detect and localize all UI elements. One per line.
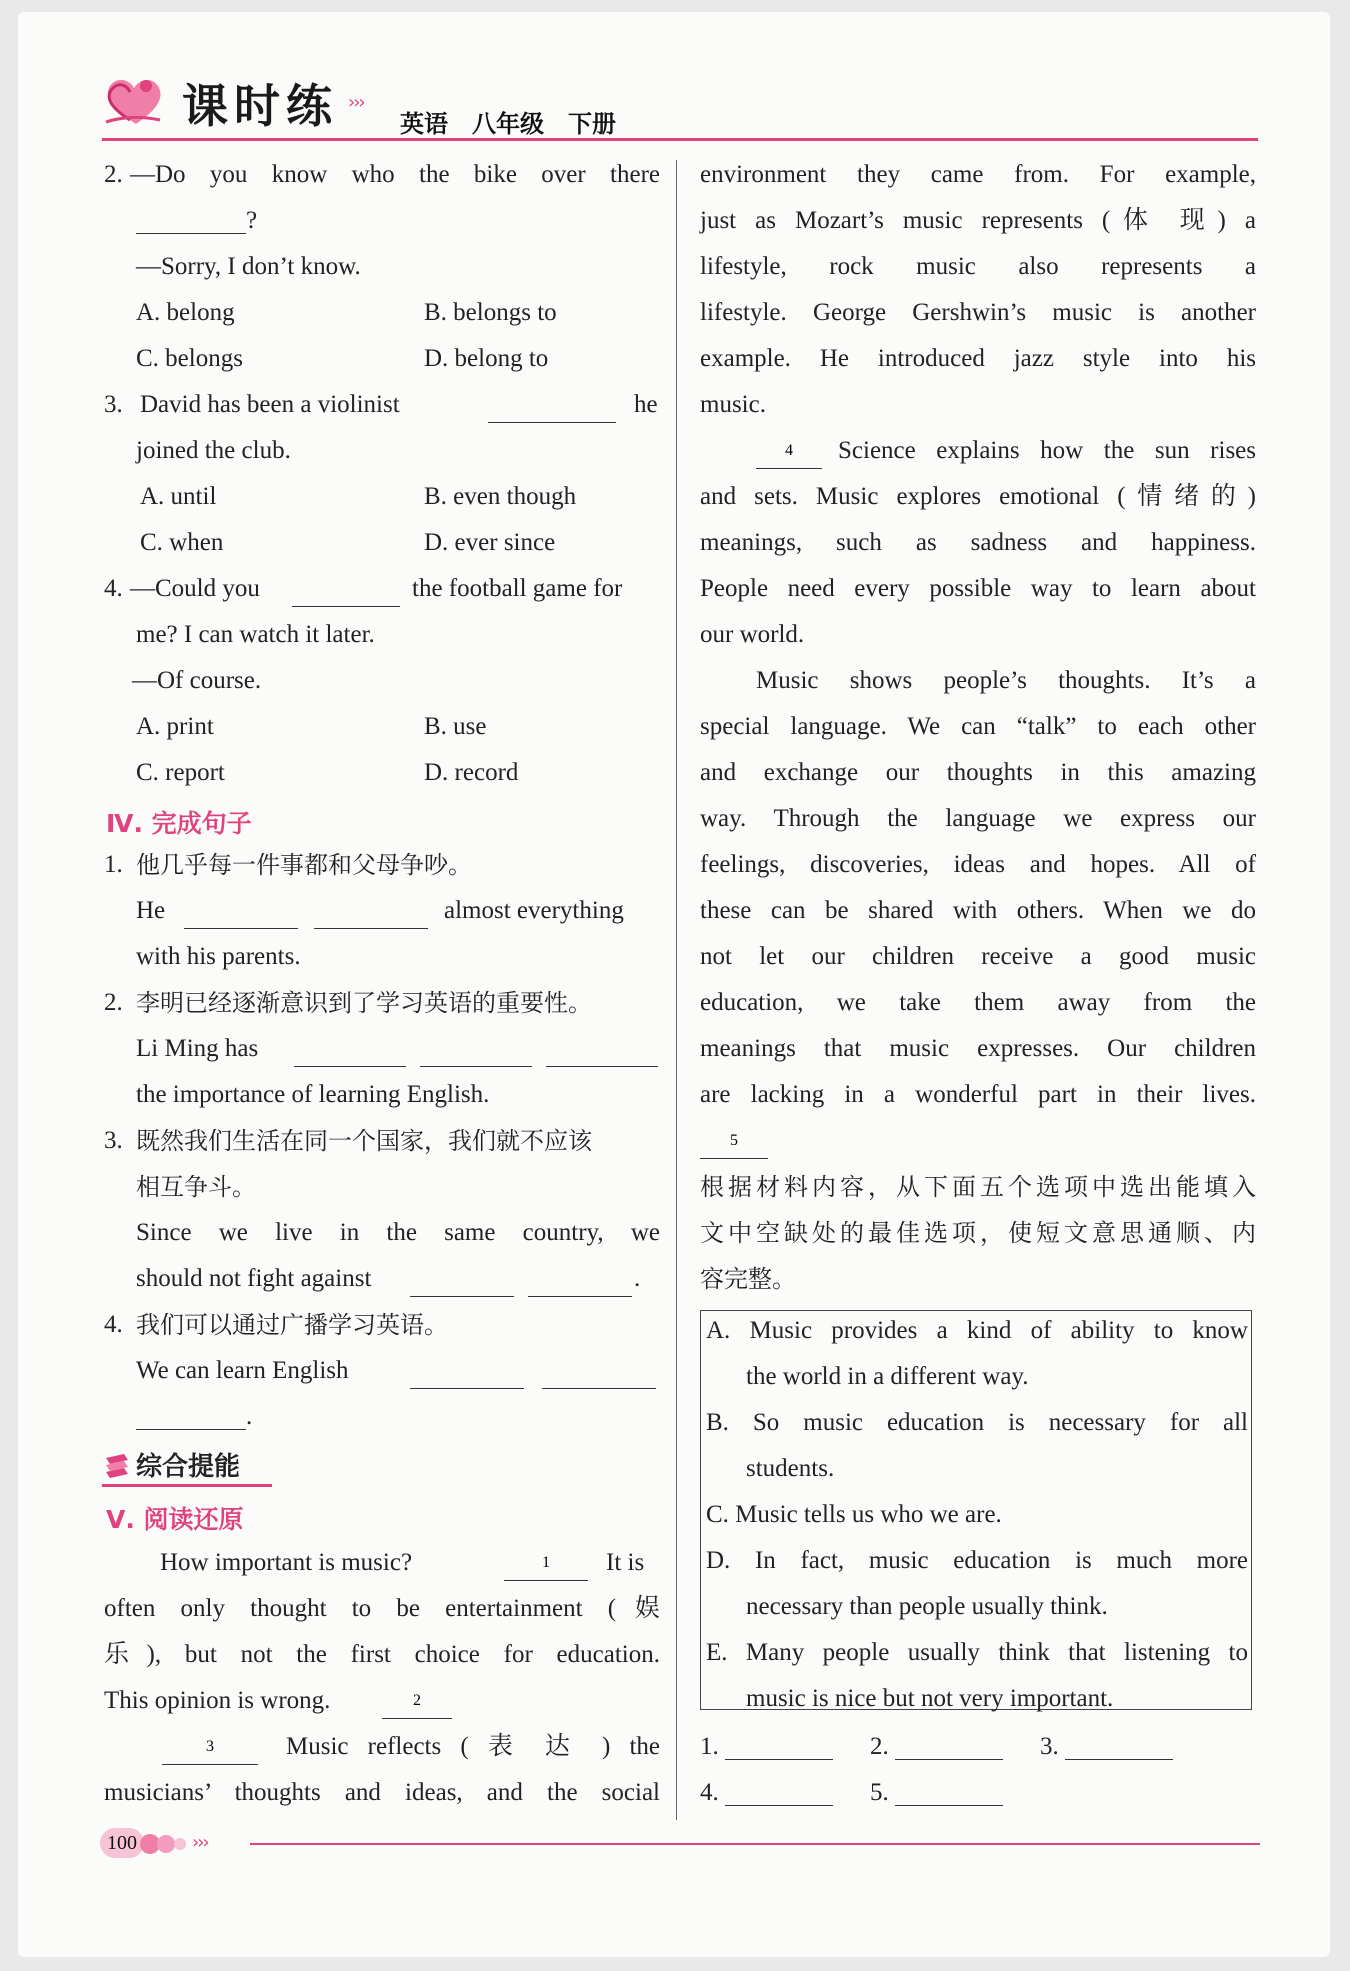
option-d: D. ever since	[424, 529, 556, 556]
question-text: —Do you know who the bike over there	[130, 161, 660, 188]
answer-blank[interactable]	[700, 1132, 768, 1159]
volume-label: 下册	[568, 110, 616, 138]
workbook-title: 课时练	[182, 79, 338, 133]
question-text: —Could you	[130, 575, 260, 602]
comprehensive-rule	[102, 1484, 272, 1487]
answer-number: 1.	[700, 1733, 719, 1760]
passage-text: People need every possible way to learn about	[700, 575, 1256, 602]
header-rule	[102, 138, 1258, 141]
english-sentence: the importance of learning English.	[136, 1081, 490, 1108]
section-heading: Ⅴ. 阅读还原	[106, 1505, 244, 1534]
passage-text: are lacking in a wonderful part in their lives.	[700, 1081, 1256, 1108]
answer-number: 3.	[1040, 1733, 1059, 1760]
question-mark: ?	[246, 207, 258, 234]
answer-blank[interactable]	[136, 207, 246, 234]
blank-number: 3	[206, 1738, 214, 1755]
footer-rule	[250, 1843, 1260, 1845]
english-sentence: almost everything	[444, 897, 624, 924]
instruction-text: 根据材料内容，从下面五个选项中选出能填入	[700, 1173, 1256, 1201]
option-b: B. belongs to	[424, 299, 557, 326]
column-divider	[676, 160, 677, 1820]
passage-text: meanings, such as sadness and happiness.	[700, 529, 1256, 556]
option-a: A. Music provides a kind of ability to know	[706, 1317, 1248, 1344]
instruction-text: 文中空缺处的最佳选项，使短文意思通顺、内	[700, 1219, 1256, 1247]
passage-text: lifestyle. George Gershwin’s music is another	[700, 299, 1256, 326]
passage-text: feelings, discoveries, ideas and hopes. All of	[700, 851, 1256, 878]
section-heading: Ⅳ. 完成句子	[106, 809, 252, 838]
passage-text: Music shows people’s thoughts. It’s a	[756, 667, 1256, 694]
page-header	[100, 70, 1260, 140]
answer-blank[interactable]	[895, 1779, 1003, 1806]
sentence-period: .	[246, 1403, 253, 1430]
chinese-sentence: 相互争斗。	[136, 1173, 256, 1201]
answer-blank[interactable]	[895, 1733, 1003, 1760]
answer-blank[interactable]	[314, 902, 428, 929]
header-subtitle	[400, 104, 640, 139]
passage-text: environment they came from. For example,	[700, 161, 1256, 188]
passage-text: education, we take them away from the	[700, 989, 1256, 1016]
blank-number: 4	[785, 442, 793, 459]
passage-text: just as Mozart’s music represents (体 现) a	[700, 207, 1256, 234]
question-reply: —Sorry, I don’t know.	[136, 253, 361, 280]
passage-text: musicians’ thoughts and ideas, and the social	[104, 1779, 660, 1806]
option-e: E. Many people usually think that listening to	[706, 1639, 1248, 1666]
passage-text: lifestyle, rock music also represents a	[700, 253, 1256, 280]
english-sentence: with his parents.	[136, 943, 301, 970]
subject-label: 英语	[400, 110, 448, 138]
chinese-sentence: 我们可以通过广播学习英语。	[136, 1311, 448, 1339]
option-d: D. record	[424, 759, 519, 786]
option-d-continued: necessary than people usually think.	[746, 1593, 1108, 1620]
answer-blank[interactable]	[725, 1733, 833, 1760]
passage-text: and exchange our thoughts in this amazing	[700, 759, 1256, 786]
item-number: 2.	[104, 989, 123, 1016]
question-text-end: he	[634, 391, 658, 418]
answer-blank[interactable]	[1065, 1733, 1173, 1760]
question-reply: —Of course.	[132, 667, 262, 694]
comprehensive-heading	[102, 1446, 272, 1486]
answer-blank[interactable]	[504, 1554, 588, 1581]
option-b: B. use	[424, 713, 487, 740]
answer-blank[interactable]	[528, 1270, 632, 1297]
passage-text: meanings that music expresses. Our children	[700, 1035, 1256, 1062]
passage-text: This opinion is wrong.	[104, 1687, 331, 1714]
passage-text: music.	[700, 391, 766, 418]
heart-logo-icon	[100, 74, 172, 130]
answer-blank[interactable]	[756, 442, 822, 469]
answer-slot	[700, 1732, 833, 1762]
header-arrows: ›››	[348, 92, 364, 113]
option-d: D. belong to	[424, 345, 549, 372]
answer-blank[interactable]	[382, 1692, 452, 1719]
answer-blank[interactable]	[410, 1362, 524, 1389]
passage-text: not let our children receive a good music	[700, 943, 1256, 970]
passage-text: and sets. Music explores emotional (情绪的)	[700, 483, 1256, 510]
question-number: 4.	[104, 575, 123, 602]
passage-text: example. He introduced jazz style into his	[700, 345, 1256, 372]
answer-slot	[870, 1732, 1003, 1762]
answer-blank[interactable]	[184, 902, 298, 929]
answer-number: 5.	[870, 1779, 889, 1806]
answer-number: 2.	[870, 1733, 889, 1760]
option-a: A. print	[136, 713, 214, 740]
answer-blank[interactable]	[488, 396, 616, 423]
answer-blank[interactable]	[546, 1040, 658, 1067]
option-b: B. So music education is necessary for all	[706, 1409, 1248, 1436]
option-e-continued: music is nice but not very important.	[746, 1685, 1114, 1712]
option-b: B. even though	[424, 483, 577, 510]
books-icon	[102, 1450, 136, 1480]
answer-number: 4.	[700, 1779, 719, 1806]
chinese-sentence: 李明已经逐渐意识到了学习英语的重要性。	[136, 989, 592, 1017]
option-a-continued: the world in a different way.	[746, 1363, 1029, 1390]
passage-text: our world.	[700, 621, 805, 648]
question-text: joined the club.	[136, 437, 291, 464]
question-blank-line	[136, 1402, 252, 1432]
answer-blank[interactable]	[725, 1779, 833, 1806]
item-number: 4.	[104, 1311, 123, 1338]
passage-text: Music reflects ( 表 达 ) the	[286, 1733, 660, 1760]
passage-text: It is	[606, 1549, 645, 1576]
option-a: A. belong	[136, 299, 235, 326]
passage-text: these can be shared with others. When we do	[700, 897, 1256, 924]
english-sentence: We can learn English	[136, 1357, 349, 1384]
passage-text: often only thought to be entertainment (娱	[104, 1595, 660, 1622]
chinese-sentence: 既然我们生活在同一个国家，我们就不应该	[136, 1127, 592, 1155]
item-number: 1.	[104, 851, 123, 878]
question-text-end: the football game for	[412, 575, 623, 602]
answer-blank[interactable]	[294, 1040, 406, 1067]
answer-blank[interactable]	[420, 1040, 532, 1067]
passage-text: How important is music?	[160, 1549, 413, 1576]
footer-arrows: ›››	[192, 1832, 208, 1853]
blank-number: 1	[542, 1554, 550, 1571]
english-sentence: He	[136, 897, 166, 924]
page-footer	[100, 1826, 1260, 1866]
question-blank-line	[136, 206, 257, 236]
passage-text: special language. We can “talk” to each other	[700, 713, 1256, 740]
english-sentence: Since we live in the same country, we	[136, 1219, 660, 1246]
instruction-text: 容完整。	[700, 1265, 796, 1293]
option-c: C. report	[136, 759, 225, 786]
option-b-continued: students.	[746, 1455, 835, 1482]
passage-text: 乐), but not the first choice for education.	[104, 1641, 660, 1668]
answer-blank[interactable]	[136, 1403, 246, 1430]
option-c: C. Music tells us who we are.	[706, 1501, 1002, 1528]
passage-text: way. Through the language we express our	[700, 805, 1256, 832]
passage-text: Science explains how the sun rises	[838, 437, 1256, 464]
answer-slot	[870, 1778, 1003, 1808]
option-c: C. when	[140, 529, 224, 556]
blank-number: 5	[730, 1132, 738, 1149]
english-sentence: Li Ming has	[136, 1035, 259, 1062]
answer-blank[interactable]	[410, 1270, 514, 1297]
answer-blank[interactable]	[292, 580, 400, 607]
item-number: 3.	[104, 1127, 123, 1154]
question-number: 2.	[104, 161, 123, 188]
grade-label: 八年级	[472, 110, 544, 138]
page-number: 100	[100, 1828, 144, 1858]
chinese-sentence: 他几乎每一件事都和父母争吵。	[136, 851, 472, 879]
option-d: D. In fact, music education is much more	[706, 1547, 1248, 1574]
question-number: 3.	[104, 391, 123, 418]
blank-number: 2	[413, 1692, 421, 1709]
answer-blank[interactable]	[542, 1362, 656, 1389]
option-a: A. until	[140, 483, 217, 510]
option-c: C. belongs	[136, 345, 243, 372]
answer-slot	[700, 1778, 833, 1808]
answer-slot	[1040, 1732, 1173, 1762]
question-text: me? I can watch it later.	[136, 621, 375, 648]
english-sentence: should not fight against	[136, 1265, 372, 1292]
sentence-period: .	[634, 1265, 641, 1292]
comprehensive-title: 综合提能	[136, 1452, 241, 1482]
answer-blank[interactable]	[162, 1738, 258, 1765]
pink-dots-icon	[140, 1832, 186, 1856]
question-text: David has been a violinist	[140, 391, 400, 418]
